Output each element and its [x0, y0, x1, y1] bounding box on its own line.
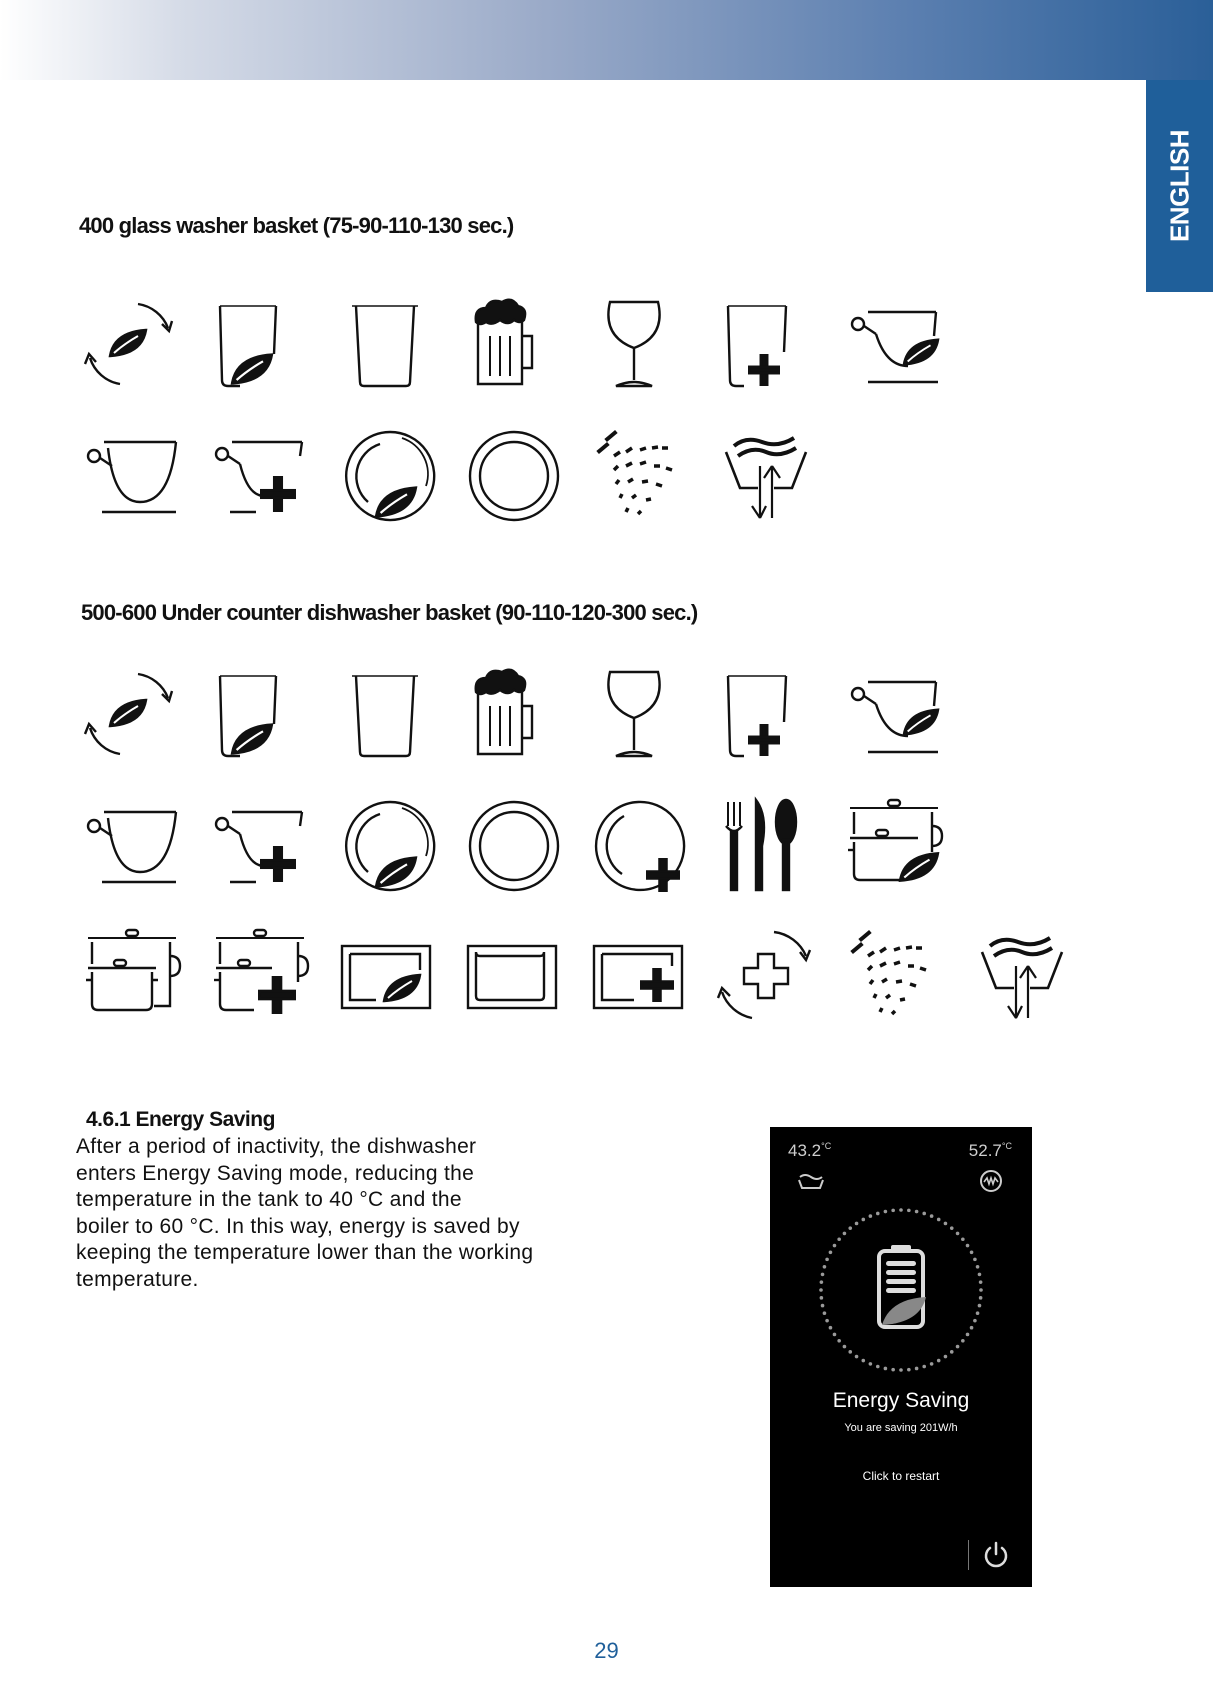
- cup-plus-icon: [212, 796, 312, 896]
- ring-dot: [821, 1304, 825, 1308]
- body-line: After a period of inactivity, the dishwasher: [76, 1135, 477, 1158]
- glass-icon: [336, 296, 436, 396]
- ring-dot: [950, 1226, 954, 1230]
- ring-dot: [907, 1209, 911, 1213]
- section-title-under-counter: 500-600 Under counter dishwasher basket (90-110-120-300 sec.): [81, 600, 698, 625]
- body-line: enters Energy Saving mode, reducing the: [76, 1161, 475, 1185]
- ring-dot: [861, 1359, 865, 1363]
- eco-cycle-icon: [80, 296, 180, 396]
- tank-icon: [796, 1171, 826, 1191]
- ring-dot: [915, 1210, 919, 1214]
- plate-eco-icon: [340, 796, 440, 896]
- ring-dot: [820, 1280, 824, 1284]
- ring-dot: [829, 1250, 833, 1254]
- ring-dot: [861, 1218, 865, 1222]
- body-line: temperature.: [76, 1267, 199, 1291]
- boiler-temperature: $52.7^{^\circ C}$: [968, 1141, 1012, 1160]
- ring-dot: [825, 1319, 829, 1323]
- cup-icon: [84, 796, 184, 896]
- ring-dot: [966, 1244, 970, 1248]
- ring-dot: [884, 1367, 888, 1371]
- ring-dot: [848, 1226, 852, 1230]
- ring-dot: [829, 1326, 833, 1330]
- power-icon[interactable]: [980, 1539, 1012, 1571]
- ring-dot: [937, 1218, 941, 1222]
- pots-icon: [84, 926, 184, 1026]
- intensive-cycle-icon: [716, 926, 816, 1026]
- glass-eco-icon: [208, 666, 308, 766]
- ring-dot: [922, 1365, 926, 1369]
- beer-mug-icon: [464, 666, 564, 766]
- cup-eco-icon: [846, 296, 946, 396]
- ring-dot: [855, 1222, 859, 1226]
- ring-dot: [823, 1265, 827, 1269]
- restart-button[interactable]: Click to restart: [862, 1469, 940, 1483]
- cup-plus-icon: [212, 426, 312, 526]
- ring-dot: [869, 1362, 873, 1366]
- wine-glass-icon: [586, 296, 686, 396]
- energy-saving-body: [76, 1134, 636, 1293]
- beer-mug-icon: [464, 296, 564, 396]
- ring-dot: [961, 1237, 965, 1241]
- ring-dot: [978, 1304, 982, 1308]
- ring-dot: [907, 1368, 911, 1372]
- energy-saving-screen: [770, 1127, 1032, 1587]
- plate-icon: [464, 796, 564, 896]
- glass-plus-icon: [716, 296, 816, 396]
- ring-dot: [899, 1368, 903, 1372]
- page-number: 29: [594, 1638, 619, 1663]
- ring-dot: [966, 1333, 970, 1337]
- spray-icon: [846, 926, 946, 1026]
- tank-temperature: $43.2^{^\circ C}$: [788, 1141, 832, 1160]
- plate-plus-icon: [588, 796, 688, 896]
- glass-eco-icon: [208, 296, 308, 396]
- ring-dot: [979, 1288, 983, 1292]
- tray-eco-icon: [336, 926, 436, 1026]
- ring-dot: [976, 1265, 980, 1269]
- wash-arms-icon: [716, 426, 816, 526]
- ring-dot: [891, 1209, 895, 1213]
- body-line: keeping the temperature lower than the working: [76, 1241, 534, 1264]
- boiler-icon: [979, 1169, 1003, 1193]
- ring-dot: [979, 1296, 983, 1300]
- ring-dot: [979, 1280, 983, 1284]
- battery-eco-icon: [879, 1245, 926, 1327]
- ring-dot: [843, 1232, 847, 1236]
- ring-dot: [970, 1250, 974, 1254]
- boiler-temp-value: 52.7: [968, 1141, 1002, 1160]
- ring-dot: [922, 1212, 926, 1216]
- ring-dot: [819, 1288, 823, 1292]
- tray-icon: [462, 926, 562, 1026]
- energy-saving-section: [76, 1108, 636, 1293]
- ring-dot: [970, 1326, 974, 1330]
- ring-dot: [961, 1339, 965, 1343]
- energy-saving-subtitle: 4.6.1 Energy Saving: [86, 1108, 275, 1131]
- ring-dot: [823, 1311, 827, 1315]
- eco-cycle-icon: [80, 666, 180, 766]
- cup-eco-icon: [846, 666, 946, 766]
- ring-dot: [950, 1350, 954, 1354]
- ring-dot: [876, 1212, 880, 1216]
- ring-dot: [937, 1359, 941, 1363]
- ring-dot: [837, 1339, 841, 1343]
- ring-dot: [884, 1210, 888, 1214]
- ring-dot: [820, 1296, 824, 1300]
- ring-dot: [848, 1350, 852, 1354]
- ring-dot: [876, 1365, 880, 1369]
- energy-saving-title: Energy Saving: [832, 1389, 970, 1412]
- ring-dot: [956, 1232, 960, 1236]
- section-title-glass-washer: 400 glass washer basket (75-90-110-130 sec.): [79, 213, 514, 238]
- divider: [968, 1540, 969, 1570]
- tray-plus-icon: [588, 926, 688, 1026]
- ring-dot: [976, 1311, 980, 1315]
- plate-icon: [464, 426, 564, 526]
- ring-dot: [825, 1258, 829, 1262]
- cup-icon: [84, 426, 184, 526]
- ring-dot: [944, 1222, 948, 1226]
- ring-dot: [821, 1273, 825, 1277]
- body-line: temperature in the tank to 40 °C and the: [76, 1188, 462, 1211]
- glass-plus-icon: [716, 666, 816, 766]
- ring-dot: [833, 1333, 837, 1337]
- wash-arms-icon: [972, 926, 1072, 1026]
- ring-dot: [915, 1367, 919, 1371]
- header-band: [0, 0, 1213, 80]
- pots-eco-icon: [846, 796, 946, 896]
- glass-icon: [336, 666, 436, 766]
- language-tab: [1146, 80, 1213, 292]
- ring-dot: [891, 1368, 895, 1372]
- ring-dot: [833, 1244, 837, 1248]
- ring-dot: [978, 1273, 982, 1277]
- language-label: ENGLISH: [1164, 129, 1194, 243]
- ring-dot: [973, 1319, 977, 1323]
- pots-plus-icon: [212, 926, 312, 1026]
- plate-eco-icon: [340, 426, 440, 526]
- ring-dot: [930, 1214, 934, 1218]
- ring-dot: [944, 1355, 948, 1359]
- wine-glass-icon: [586, 666, 686, 766]
- ring-dot: [855, 1355, 859, 1359]
- saving-amount: You are saving 201W/h: [844, 1422, 958, 1434]
- ring-dot: [956, 1345, 960, 1349]
- tank-temp-value: 43.2: [788, 1141, 822, 1160]
- body-line: boiler to 60 °C. In this way, energy is saved by: [76, 1214, 520, 1238]
- cutlery-icon: [712, 796, 812, 896]
- saving-ring: [816, 1205, 986, 1375]
- ring-dot: [869, 1214, 873, 1218]
- spray-icon: [592, 426, 692, 526]
- ring-dot: [837, 1237, 841, 1241]
- ring-dot: [899, 1208, 903, 1212]
- ring-dot: [930, 1362, 934, 1366]
- ring-dot: [973, 1258, 977, 1262]
- ring-dot: [843, 1345, 847, 1349]
